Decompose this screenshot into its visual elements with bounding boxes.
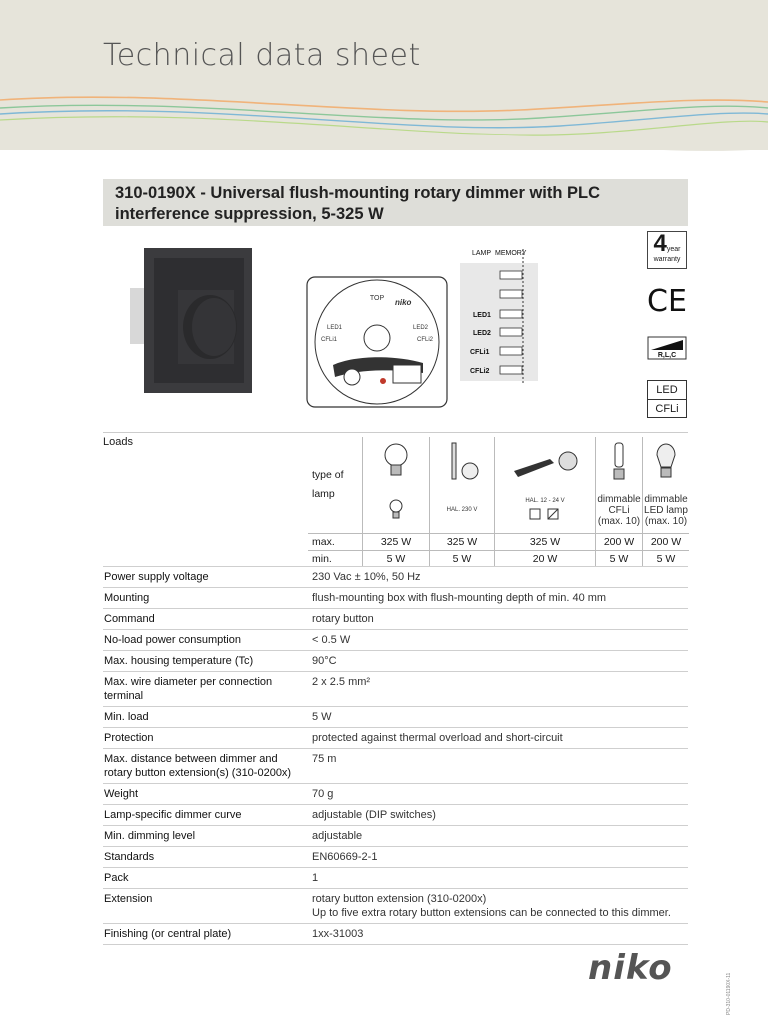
spec-table bbox=[103, 566, 688, 945]
warranty-year: year bbox=[666, 246, 681, 253]
top-label: TOP bbox=[369, 295, 385, 302]
svg-text:CE: CE bbox=[647, 284, 687, 316]
ce-mark-icon bbox=[645, 284, 689, 316]
svg-text:R,L,C: R,L,C bbox=[657, 352, 677, 359]
table-row: Power supply voltage 230 Vac ± 10%, 50 Hz bbox=[103, 567, 688, 588]
row-led2: LED2 bbox=[473, 330, 491, 337]
document-code: PD-310-01190X-11 bbox=[726, 972, 732, 1015]
loads-table bbox=[308, 437, 689, 567]
lamp-label: LAMP bbox=[471, 250, 491, 257]
loads-label: Loads bbox=[103, 436, 133, 448]
table-row: Extension rotary button extension (310-0200x) Up to five extra rotary button extensions can be connected to this dimmer. bbox=[103, 889, 688, 924]
table-row: Min. dimming level adjustable bbox=[103, 826, 688, 847]
row-cfli2: CFLi2 bbox=[470, 368, 490, 375]
diagram-led2: LED2 bbox=[413, 325, 429, 331]
decorative-waves bbox=[0, 88, 768, 173]
niko-logo: niko bbox=[588, 948, 673, 988]
warranty-badge bbox=[647, 231, 687, 269]
loads-divider bbox=[103, 432, 688, 433]
row-led1: LED1 bbox=[473, 312, 491, 319]
table-row: Max. distance between dimmer and rotary button extension(s) (310-0200x) 75 m bbox=[103, 749, 688, 784]
hal-12-cell: HAL. 12 - 24 V bbox=[495, 488, 596, 533]
table-row: Pack 1 bbox=[103, 868, 688, 889]
warranty-text: warranty bbox=[653, 256, 681, 263]
led-cfli-badge bbox=[647, 380, 687, 418]
row-cfli1: CFLi1 bbox=[470, 349, 490, 356]
table-row: Max. housing temperature (Tc) 90°C bbox=[103, 651, 688, 672]
product-photo bbox=[130, 248, 258, 393]
diagram-cfli1: CFLi1 bbox=[321, 337, 338, 343]
badge-cfli: CFLi bbox=[648, 399, 686, 418]
table-row: Finishing (or central plate) 1xx-31003 bbox=[103, 924, 688, 945]
led-bulb-icon bbox=[643, 437, 690, 488]
rlc-load-icon bbox=[647, 336, 687, 360]
type-of-lamp-label: type of lamp bbox=[312, 468, 344, 500]
diagram-brand: niko bbox=[395, 298, 412, 307]
table-row: Weight 70 g bbox=[103, 784, 688, 805]
table-row: Protection protected against thermal overload and short-circuit bbox=[103, 728, 688, 749]
mains-lamp-icon bbox=[363, 488, 430, 533]
incandescent-bulb-icon bbox=[363, 437, 430, 488]
min-row: min. 5 W 5 W 20 W 5 W 5 W bbox=[308, 550, 689, 567]
table-row: Max. wire diameter per connection terminal 2 x 2.5 mm² bbox=[103, 672, 688, 707]
table-row: Command rotary button bbox=[103, 609, 688, 630]
led-lamp-text: dimmable LED lamp (max. 10) bbox=[643, 488, 690, 533]
warranty-number: 4 bbox=[653, 230, 667, 257]
product-title: 310-0190X - Universal flush-mounting rotary dimmer with PLC interference suppression, 5-325 W bbox=[103, 179, 688, 226]
page-title: Technical data sheet bbox=[103, 38, 421, 73]
table-row: Standards EN60669-2-1 bbox=[103, 847, 688, 868]
transformer-icon bbox=[495, 437, 596, 488]
table-row: Mounting flush-mounting box with flush-mounting depth of min. 40 mm bbox=[103, 588, 688, 609]
halogen-tube-icon bbox=[430, 437, 495, 488]
diagram-led1: LED1 bbox=[327, 325, 343, 331]
table-row: Min. load 5 W bbox=[103, 707, 688, 728]
dimmer-diagram bbox=[305, 245, 545, 410]
cfli-text: dimmable CFLi (max. 10) bbox=[596, 488, 643, 533]
max-row: max. 325 W 325 W 325 W 200 W 200 W bbox=[308, 533, 689, 550]
badge-led: LED bbox=[656, 384, 678, 396]
hal-230-cell: HAL. 230 V bbox=[430, 488, 495, 533]
memory-label: MEMORY bbox=[495, 250, 527, 257]
diagram-cfli2: CFLi2 bbox=[417, 337, 434, 343]
table-row: Lamp-specific dimmer curve adjustable (DIP switches) bbox=[103, 805, 688, 826]
table-row: No-load power consumption < 0.5 W bbox=[103, 630, 688, 651]
cfl-icon bbox=[596, 437, 643, 488]
